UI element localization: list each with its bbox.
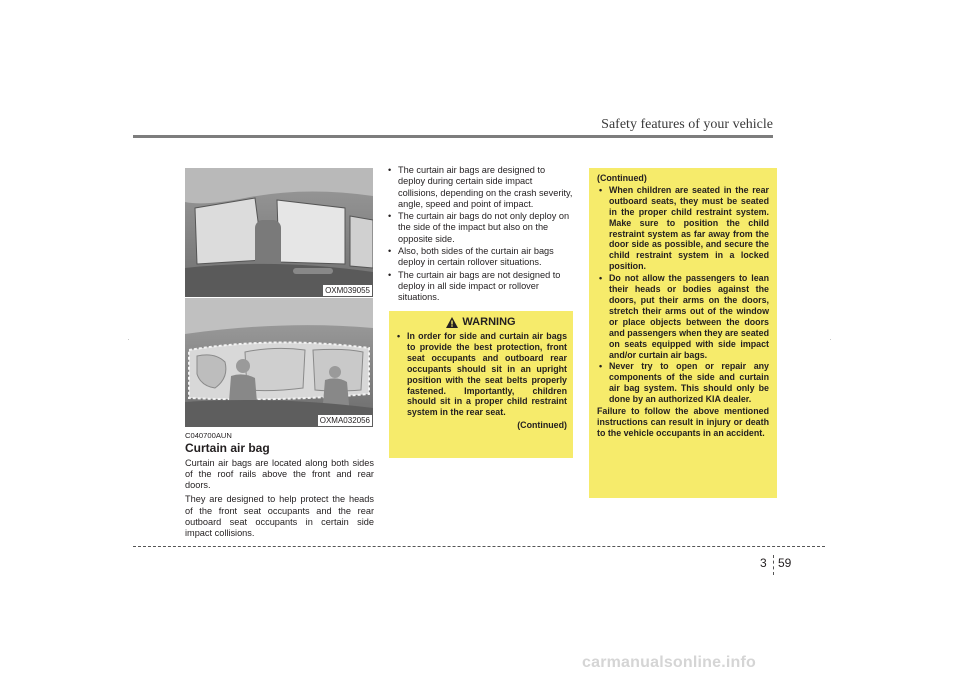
warning-triangle-icon — [446, 317, 458, 328]
list-item: • Never try to open or repair any components of the side and curtain air bag system. This should only be done by an authorized KIA dealer. — [599, 361, 769, 405]
paragraph: They are designed to help protect the heads of the front seat occupants and the rear outboard seat occupants in certain side impact collisions. — [185, 494, 374, 539]
list-item: • The curtain air bags are not designed to deploy in all side impact or rollover situations. — [388, 269, 561, 303]
interior-photo-top — [185, 168, 373, 297]
crop-mark-left — [128, 339, 129, 340]
warning-box — [389, 311, 573, 458]
section-title: Safety features of your vehicle — [601, 117, 773, 132]
chapter-number: 3 — [760, 556, 767, 570]
section-heading: Curtain air bag — [185, 441, 270, 456]
failure-warning: Failure to follow the above mentioned instructions can result in injury or death to the vehicle occupants in an accident. — [597, 406, 769, 438]
image-code-label: OXM039055 — [325, 286, 370, 295]
continued-warning-box — [589, 168, 777, 498]
list-item: • When children are seated in the rear outboard seats, they must be seated in the proper child restraint system. Make sure to position the child restraint system as far away from the door side as possible, and secure the child restraint system in a locked position. — [599, 184, 769, 272]
curtain-airbag-section — [185, 430, 374, 543]
page-number: 59 — [778, 556, 792, 570]
watermark: carmanualsonline.info — [582, 654, 757, 671]
header-rule — [133, 135, 773, 138]
curtain-airbag-photo — [185, 298, 373, 427]
footer-divider — [773, 555, 774, 575]
section-code: C040700AUN — [185, 431, 232, 440]
crop-mark-right — [830, 339, 831, 340]
list-item: • The curtain air bags do not only deploy on the side of the impact but also on the opposite side. — [388, 211, 570, 244]
footer-rule — [133, 546, 825, 547]
image-code-label: OXMA032056 — [319, 416, 370, 425]
deployment-bullets — [386, 165, 574, 305]
list-item: • The curtain air bags are designed to deploy during certain side impact collisions, depending on the crash severity, angle, speed and point of impact. — [388, 165, 573, 209]
warning-header — [395, 317, 567, 328]
warning-title: WARNING — [462, 316, 516, 329]
list-item: • Also, both sides of the curtain air bags deploy in certain rollover situations. — [388, 246, 554, 268]
list-item: • Do not allow the passengers to lean their heads or bodies against the doors, put their arms on the doors, stretch their arms out of the window or place objects between the doors and passengers when they are seated on seats equipped with side impact and/or curtain air bags. — [599, 273, 769, 360]
paragraph: Curtain air bags are located along both sides of the roof rails above the front and rear doors. — [185, 457, 374, 491]
list-item: • In order for side and curtain air bags to provide the best protection, front seat occupants and outboard rear occupants should sit in an upright position with the seat belts properly fastened. Importantly, children should sit in a proper child restraint system in the rear seat. — [397, 331, 567, 418]
continued-label: (Continued) — [517, 420, 567, 431]
continued-title: (Continued) — [597, 173, 647, 183]
